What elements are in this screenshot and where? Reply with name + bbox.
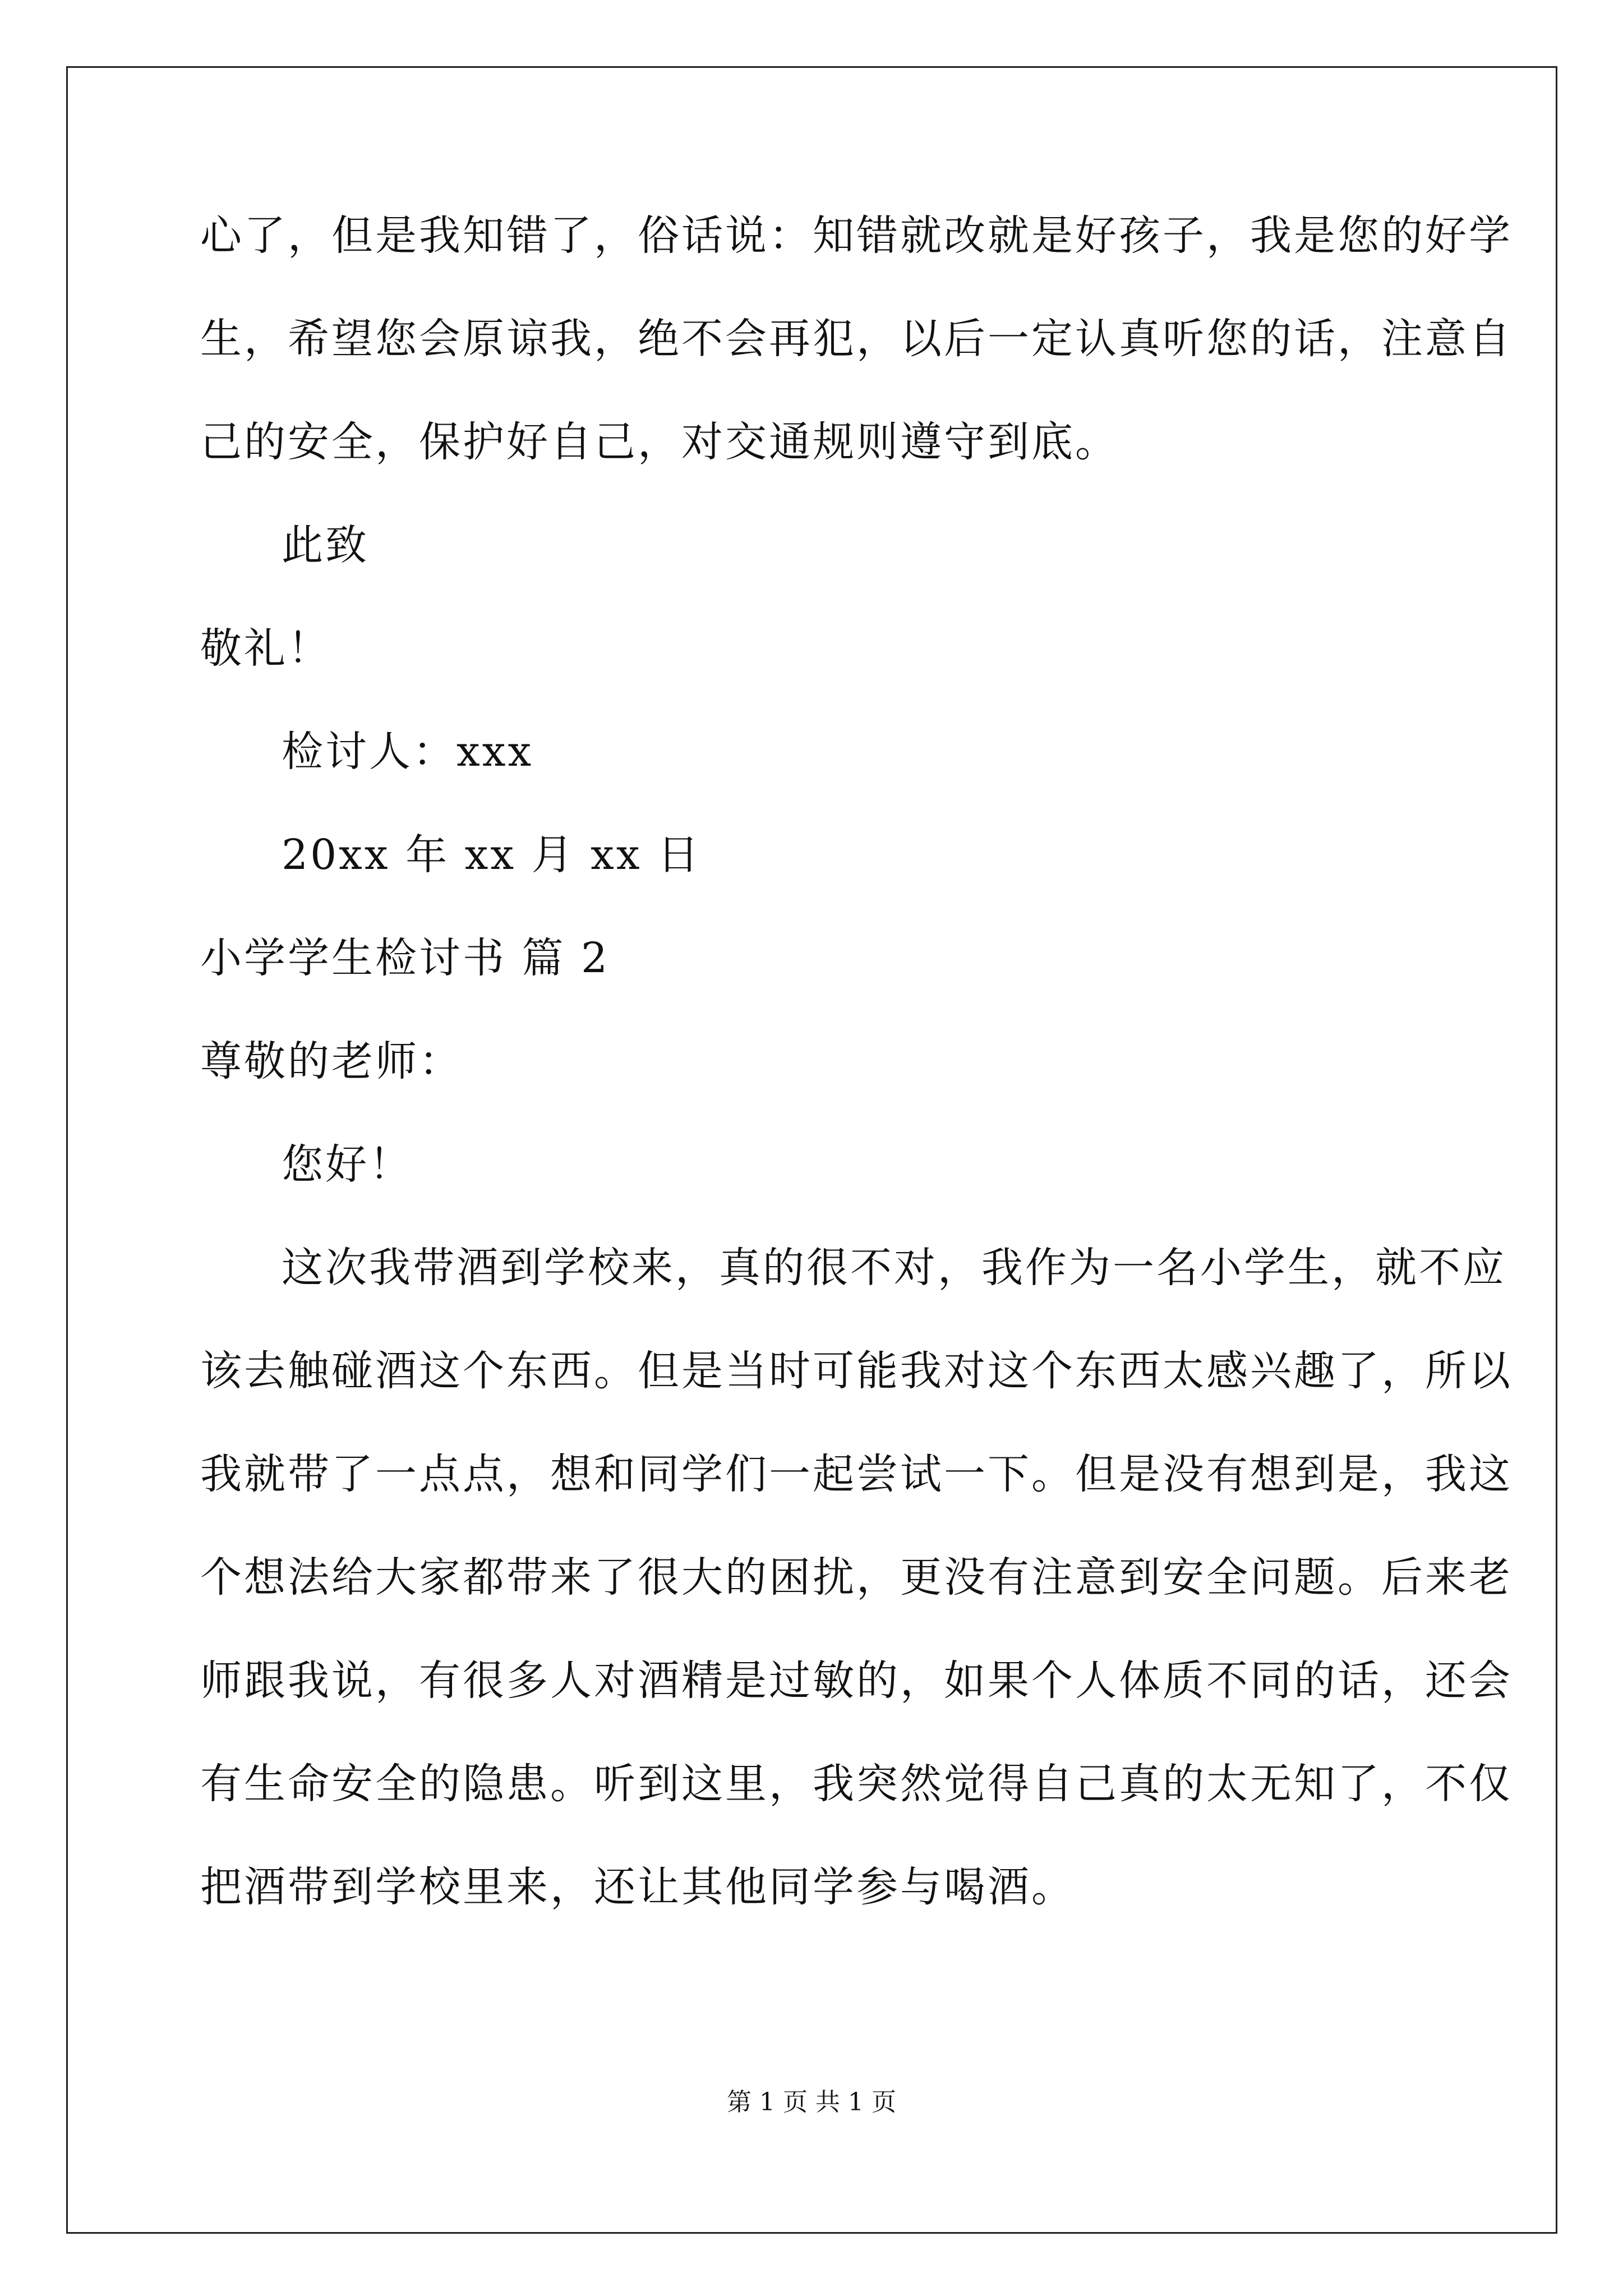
text-line: 己的安全，保护好自己，对交通规则遵守到底。 [200,418,1119,466]
text-line: 把酒带到学校里来，还让其他同学参与喝酒。 [200,1863,1075,1911]
text-line: 有生命安全的隐患。听到这里，我突然觉得自己真的太无知了，不仅 [200,1760,1513,1808]
text-line: 该去触碰酒这个东西。但是当时可能我对这个东西太感兴趣了，所以 [200,1347,1513,1395]
signature-line: 检讨人：xxx [282,728,534,776]
greeting-recipient: 尊敬的老师： [200,1037,463,1085]
text-line: 我就带了一点点，想和同学们一起尝试一下。但是没有想到是，我这 [200,1450,1513,1498]
closing-salutation: 此致 [282,521,369,569]
text-line: 生，希望您会原谅我，绝不会再犯，以后一定认真听您的话，注意自 [200,315,1513,363]
date-line: 20xx 年 xx 月 xx 日 [282,831,702,879]
text-line: 这次我带酒到学校来，真的很不对，我作为一名小学生，就不应 [282,1244,1506,1292]
section-heading: 小学学生检讨书 篇 2 [200,934,610,982]
closing-regards: 敬礼！ [200,624,331,673]
text-line: 师跟我说，有很多人对酒精是过敏的，如果个人体质不同的话，还会 [200,1657,1513,1705]
page-footer: 第 1 页 共 1 页 [727,2088,896,2116]
text-line: 心了，但是我知错了，俗话说：知错就改就是好孩子，我是您的好学 [200,211,1513,260]
greeting: 您好！ [282,1140,413,1189]
text-line: 个想法给大家都带来了很大的困扰，更没有注意到安全问题。后来老 [200,1553,1513,1602]
